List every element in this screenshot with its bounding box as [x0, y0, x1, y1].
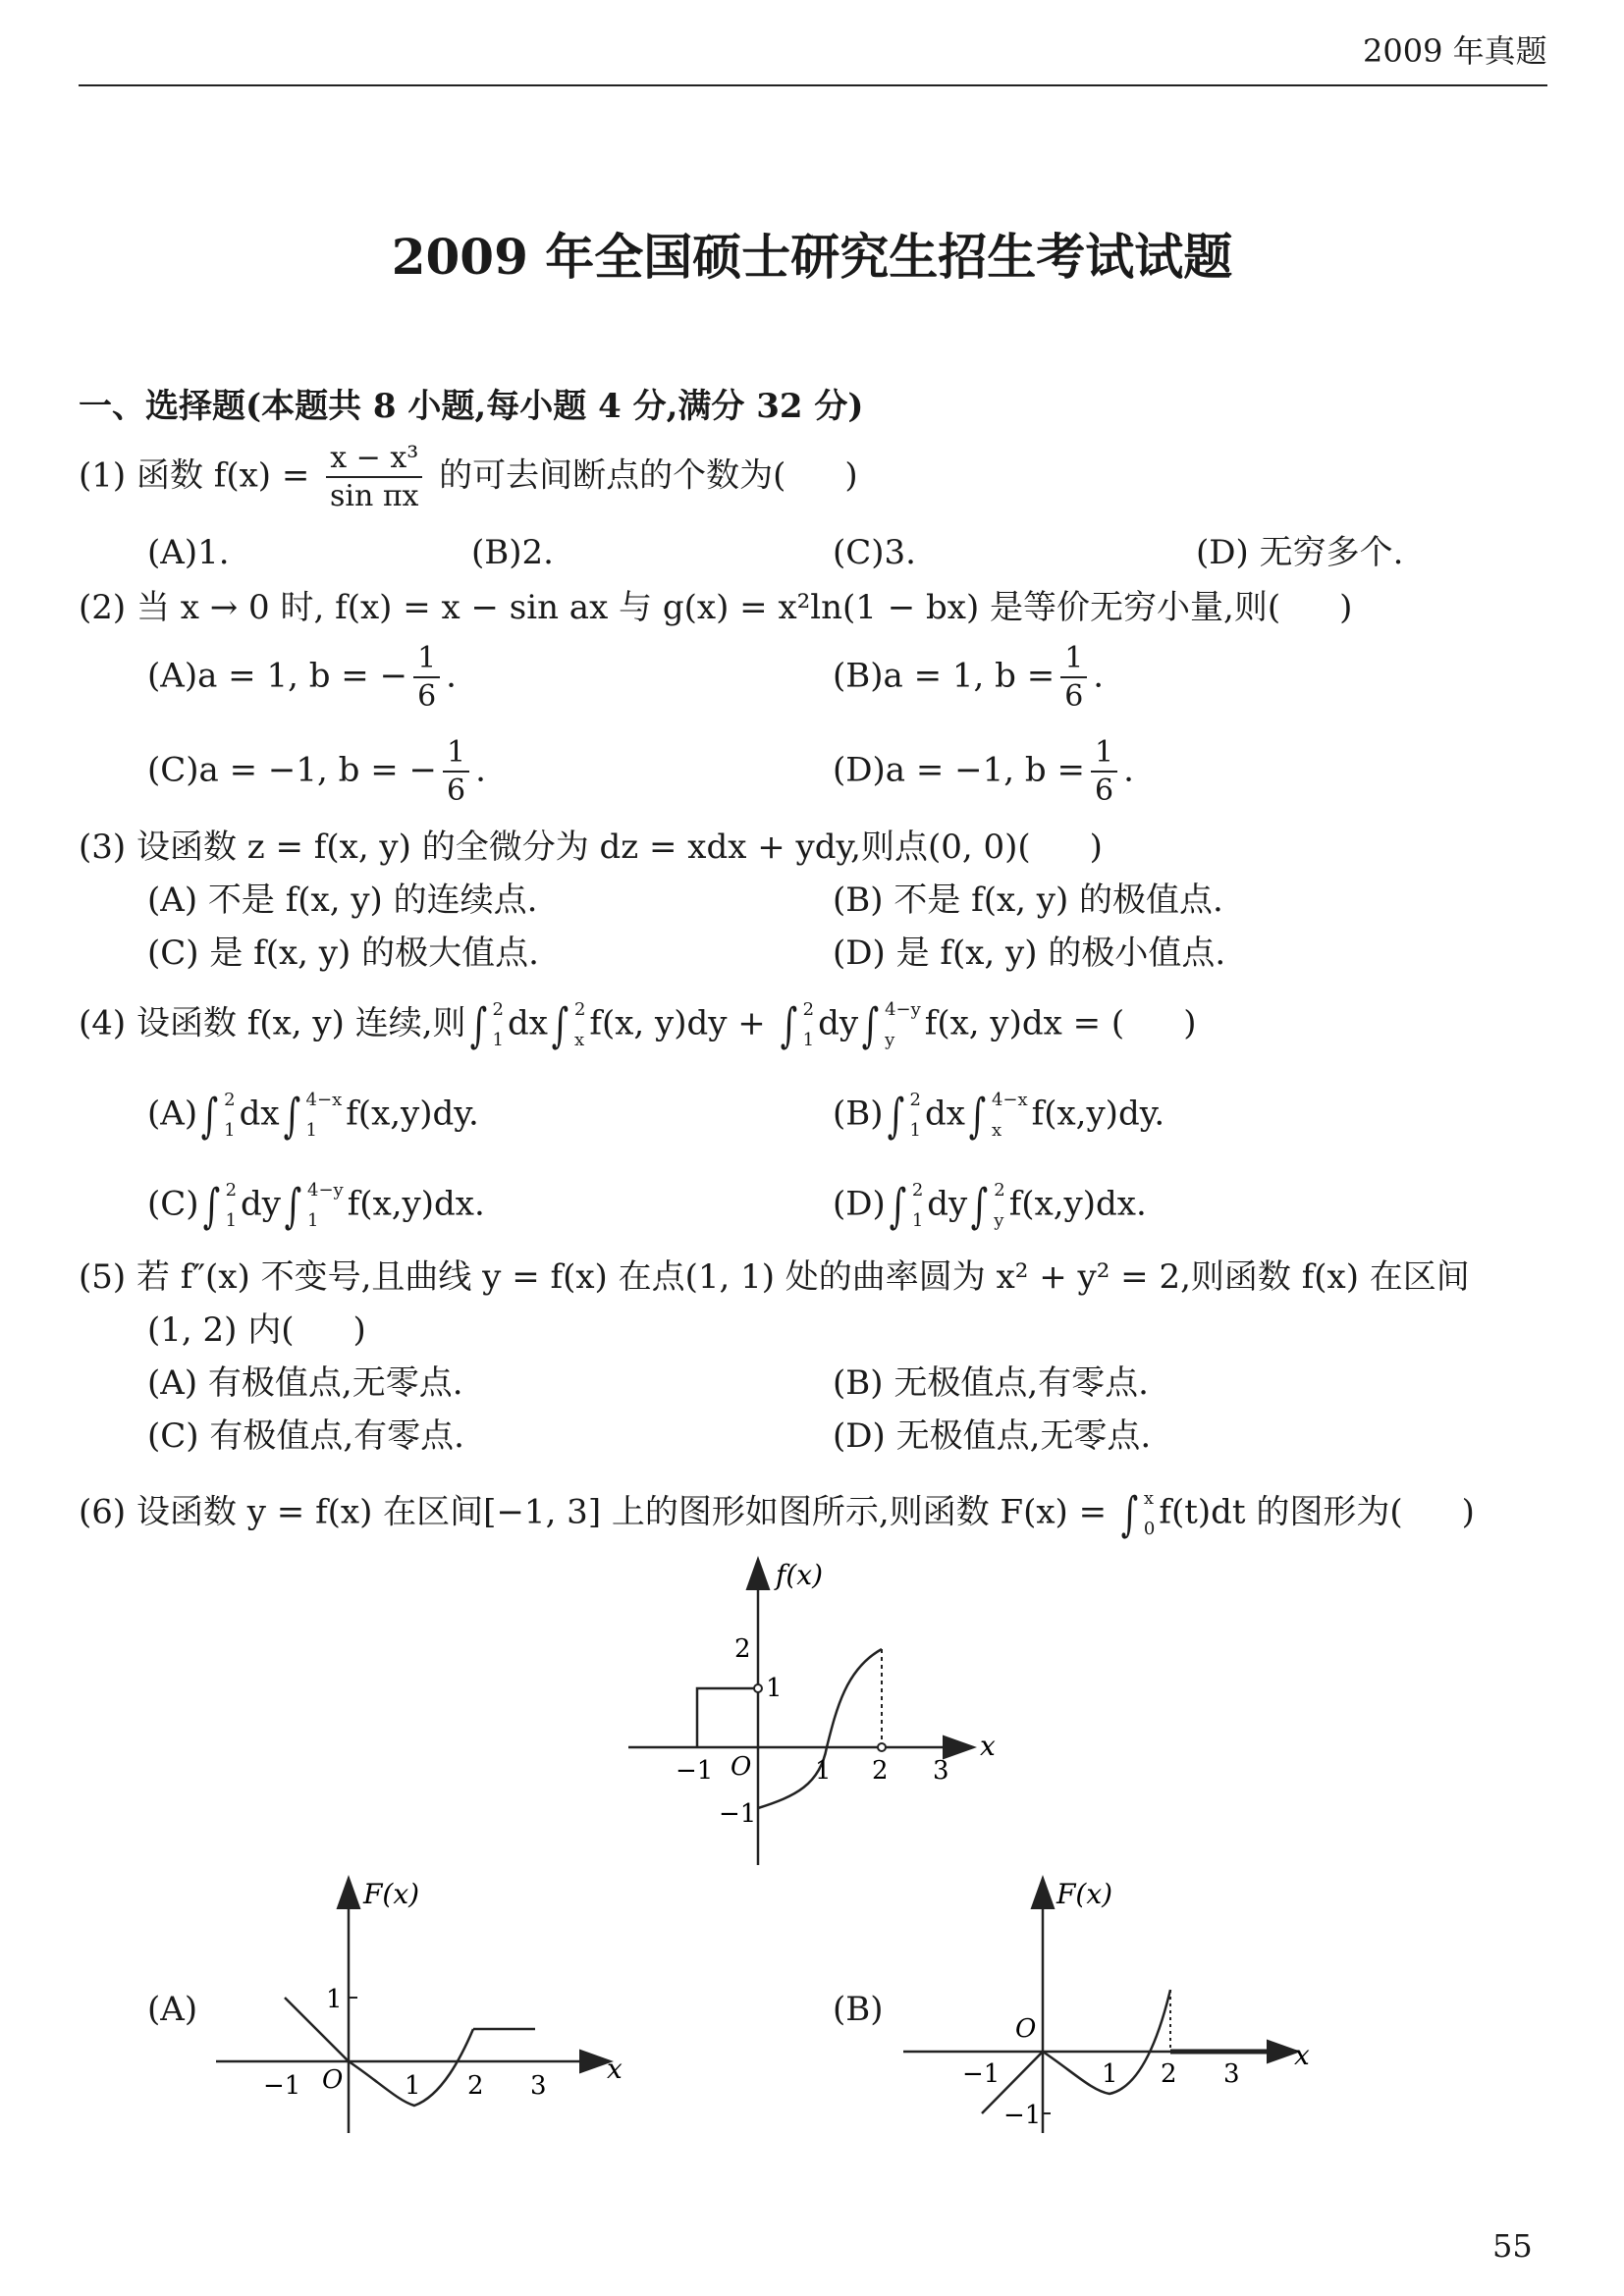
- q2-stem-text: (2) 当 x → 0 时, f(x) = x − sin ax 与 g(x) = x²ln(1 − bx) 是等价无穷小量,则(: [79, 588, 1281, 627]
- q2-close: ): [1339, 588, 1353, 627]
- q6-option-b-label: (B): [833, 1990, 884, 2029]
- graph-f-of-x: [619, 1551, 996, 1875]
- q2b-pre: (B)a = 1, b =: [833, 656, 1056, 696]
- q3-option-c: (C) 是 f(x, y) 的极大值点.: [147, 934, 539, 973]
- question-2-stem: [79, 588, 1353, 627]
- q1-option-c: (C)3.: [833, 533, 916, 572]
- q2d-frac: [1091, 735, 1117, 808]
- q2a-post: .: [446, 656, 457, 696]
- q3-option-d: (D) 是 f(x, y) 的极小值点.: [833, 934, 1226, 973]
- q2d-num: 1: [1091, 738, 1117, 773]
- tick-x: 1: [405, 2071, 421, 2101]
- q2d-den: 6: [1094, 774, 1114, 808]
- q6-limits: x 0: [1143, 1488, 1156, 1539]
- graph-option-a: [206, 1870, 638, 2155]
- tick-x: 3: [530, 2071, 547, 2101]
- tick-x: 3: [1223, 2059, 1240, 2089]
- q2-option-c: [147, 735, 486, 808]
- q4-int4-body: f(x, y)dx = (: [924, 1003, 1125, 1043]
- q2c-frac: [443, 735, 469, 808]
- q1-lead: (1) 函数 f(x) =: [79, 455, 310, 496]
- x-label: x: [607, 2053, 623, 2085]
- q4-limits-2: 2 x: [573, 999, 586, 1050]
- tick-y: −1: [719, 1799, 757, 1829]
- q6-lead: (6) 设函数 y = f(x) 在区间[−1, 3] 上的图形如图所示,则函数 F(x) =: [79, 1492, 1108, 1532]
- q5-option-b: (B) 无极值点,有零点.: [833, 1363, 1149, 1403]
- question-5-line-2: [147, 1310, 366, 1350]
- tick-x: 2: [467, 2071, 484, 2101]
- q5-line2-text: (1, 2) 内(: [147, 1310, 295, 1350]
- q2c-den: 6: [447, 774, 466, 808]
- q2-option-a: [147, 641, 457, 714]
- q2b-frac: [1060, 641, 1087, 714]
- page-number: 55: [1492, 2227, 1533, 2265]
- tick-y: 1: [326, 1985, 343, 2014]
- origin-label: O: [322, 2065, 344, 2095]
- tick-x: −1: [962, 2059, 1001, 2089]
- tick-x: −1: [263, 2071, 301, 2101]
- tick-x: −1: [676, 1756, 714, 1786]
- q4-int2-body: f(x, y)dy +: [589, 1003, 766, 1043]
- origin-label: O: [1015, 2014, 1037, 2044]
- tick-x: 1: [815, 1756, 832, 1786]
- question-1-stem: [79, 441, 858, 513]
- q1-fraction: [326, 441, 422, 513]
- x-label: x: [1294, 2039, 1310, 2071]
- q5-option-a: (A) 有极值点,无零点.: [147, 1363, 463, 1403]
- q3-stem-text: (3) 设函数 z = f(x, y) 的全微分为 dz = xdx + ydy,则点(0, 0)(: [79, 828, 1031, 867]
- question-3-stem: [79, 828, 1103, 867]
- y-label: F(x): [363, 1878, 420, 1910]
- q1-option-a: (A)1.: [147, 533, 230, 572]
- question-6-stem: [79, 1484, 1475, 1544]
- header-rule: [79, 84, 1547, 86]
- q2b-post: .: [1093, 656, 1105, 696]
- tick-x: 3: [933, 1756, 949, 1786]
- question-4-stem: [79, 995, 1196, 1055]
- origin-label: O: [731, 1752, 752, 1782]
- q6-close: ): [1461, 1492, 1475, 1532]
- q2a-den: 6: [417, 679, 437, 714]
- tick-y: −1: [1003, 2101, 1042, 2130]
- q4-close: ): [1183, 1003, 1197, 1043]
- q1-close: ): [844, 455, 858, 496]
- q3-option-b: (B) 不是 f(x, y) 的极值点.: [833, 881, 1223, 920]
- q2c-num: 1: [443, 738, 469, 773]
- q2-option-b: [833, 641, 1105, 714]
- y-label: f(x): [776, 1559, 824, 1591]
- q5-option-c: (C) 有极值点,有零点.: [147, 1416, 464, 1456]
- q4-option-c: (C)∫ 2 1 dy∫ 4−y 1 f(x,y)dx.: [147, 1178, 485, 1234]
- q1-option-d: (D) 无穷多个.: [1196, 533, 1404, 572]
- q2-option-d: [833, 735, 1134, 808]
- q2c-post: .: [475, 750, 486, 790]
- q2d-post: .: [1123, 750, 1134, 790]
- tick-x: 2: [1161, 2059, 1177, 2089]
- q4-limits-1: 2 1: [492, 999, 504, 1050]
- open-point: [878, 1743, 886, 1751]
- q2a-frac: [413, 641, 440, 714]
- q2b-num: 1: [1060, 644, 1087, 678]
- q4-int1-body: dx: [507, 1003, 548, 1043]
- section-heading: 一、选择题(本题共 8 小题,每小题 4 分,满分 32 分): [79, 387, 864, 426]
- integral-sign: ∫: [861, 997, 880, 1053]
- q1-option-b: (B)2.: [471, 533, 554, 572]
- tick-x: 2: [872, 1756, 889, 1786]
- q1-denominator: sin πx: [329, 479, 419, 513]
- q1-numerator: x − x³: [326, 444, 422, 478]
- q4-limits-4: 4−y y: [885, 999, 921, 1050]
- open-point: [754, 1684, 762, 1692]
- page-title: 2009 年全国硕士研究生招生考试试题: [391, 228, 1233, 286]
- graph-option-b: [893, 1870, 1326, 2155]
- q4-option-a: (A)∫ 2 1 dx∫ 4−x 1 f(x,y)dy.: [147, 1088, 479, 1144]
- q2b-den: 6: [1064, 679, 1084, 714]
- running-header: 2009 年真题: [1363, 32, 1547, 70]
- q3-option-a: (A) 不是 f(x, y) 的连续点.: [147, 881, 538, 920]
- q4-lead: (4) 设函数 f(x, y) 连续,则: [79, 1003, 466, 1043]
- q4-int3-body: dy: [818, 1003, 859, 1043]
- q1-tail: 的可去间断点的个数为(: [439, 455, 786, 496]
- integral-sign: ∫: [780, 997, 797, 1053]
- integral-sign: ∫: [469, 997, 487, 1053]
- integral-sign: ∫: [551, 997, 569, 1053]
- q4-limits-3: 2 1: [802, 999, 815, 1050]
- q6-int-body: f(t)dt 的图形为(: [1159, 1492, 1403, 1532]
- integral-sign: ∫: [1120, 1486, 1139, 1542]
- x-label: x: [980, 1730, 996, 1762]
- q2a-pre: (A)a = 1, b = −: [147, 656, 408, 696]
- q4-option-b: (B)∫ 2 1 dx∫ 4−x x f(x,y)dy.: [833, 1088, 1165, 1144]
- q2c-pre: (C)a = −1, b = −: [147, 750, 438, 790]
- tick-y: 1: [766, 1674, 783, 1703]
- q2d-pre: (D)a = −1, b =: [833, 750, 1085, 790]
- curve-step-segment: [697, 1688, 758, 1747]
- question-5-line-1: (5) 若 f″(x) 不变号,且曲线 y = f(x) 在点(1, 1) 处的曲率圆为 x² + y² = 2,则函数 f(x) 在区间: [79, 1257, 1470, 1297]
- y-label: F(x): [1056, 1878, 1113, 1910]
- tick-y: 2: [734, 1634, 751, 1664]
- q3-close: ): [1089, 828, 1103, 867]
- q6-option-a-label: (A): [147, 1990, 198, 2029]
- q4-option-d: (D)∫ 2 1 dy∫ 2 y f(x,y)dx.: [833, 1178, 1147, 1234]
- tick-x: 1: [1102, 2059, 1118, 2089]
- q5-close: ): [352, 1310, 366, 1350]
- q5-option-d: (D) 无极值点,无零点.: [833, 1416, 1152, 1456]
- q2a-num: 1: [413, 644, 440, 678]
